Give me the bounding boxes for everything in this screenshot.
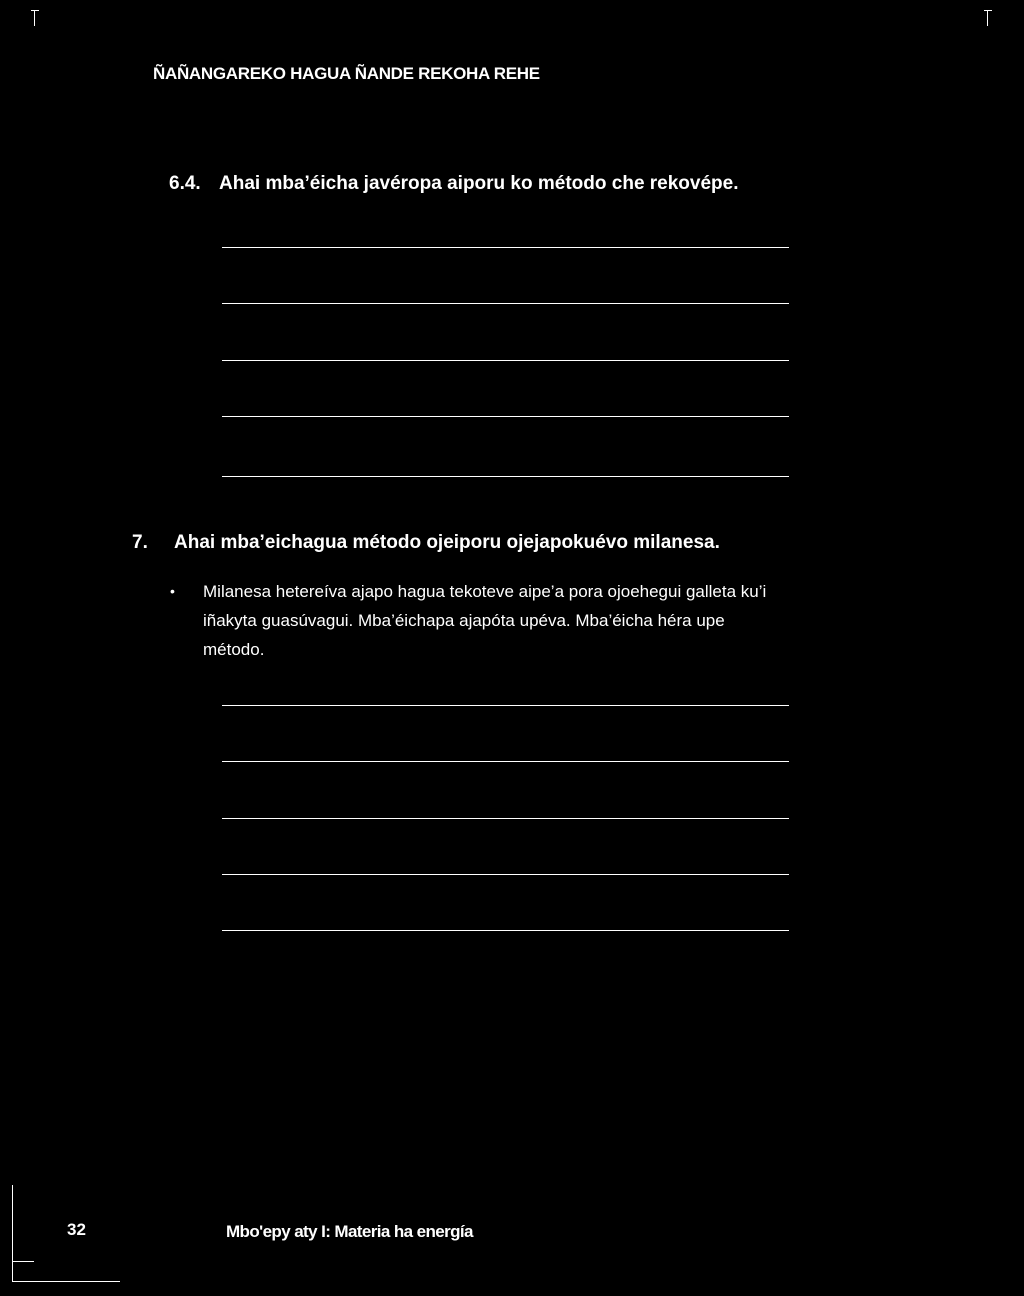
answer-line	[222, 705, 789, 706]
footer-rule-horizontal	[12, 1281, 120, 1282]
answer-line	[222, 247, 789, 248]
bullet-symbol: •	[170, 583, 175, 599]
footer-book-title: Mbo'epy aty I: Materia ha energía	[226, 1222, 473, 1241]
answer-line	[222, 930, 789, 931]
answer-line	[222, 416, 789, 417]
footer-rule-tick	[12, 1261, 34, 1262]
running-header: ÑAÑANGAREKO HAGUA ÑANDE REKOHA REHE	[153, 64, 540, 83]
question-number: 6.4.	[169, 173, 201, 194]
answer-line	[222, 874, 789, 875]
crop-mark-right	[983, 10, 993, 26]
bullet-item	[170, 577, 790, 664]
page-number: 32	[67, 1220, 86, 1239]
question-7	[132, 532, 720, 554]
answer-line	[222, 761, 789, 762]
question-number: 7.	[132, 532, 148, 553]
bullet-text: Milanesa hetereíva ajapo hagua tekoteve aipe’a pora ojoehegui galleta ku’i iñakyta guasúvagui. Mba’éichapa ajapóta upéva. Mba’éicha héra upe método.	[203, 582, 767, 659]
answer-line	[222, 360, 789, 361]
answer-line	[222, 476, 789, 477]
question-6-4	[169, 173, 739, 195]
crop-mark-left	[30, 10, 40, 26]
footer-rule-vertical	[12, 1185, 13, 1282]
answer-line	[222, 818, 789, 819]
question-text: Ahai mba’éicha javéropa aiporu ko método che rekovépe.	[219, 173, 739, 194]
answer-line	[222, 303, 789, 304]
question-text: Ahai mba’eichagua método ojeiporu ojejapokuévo milanesa.	[174, 532, 720, 553]
